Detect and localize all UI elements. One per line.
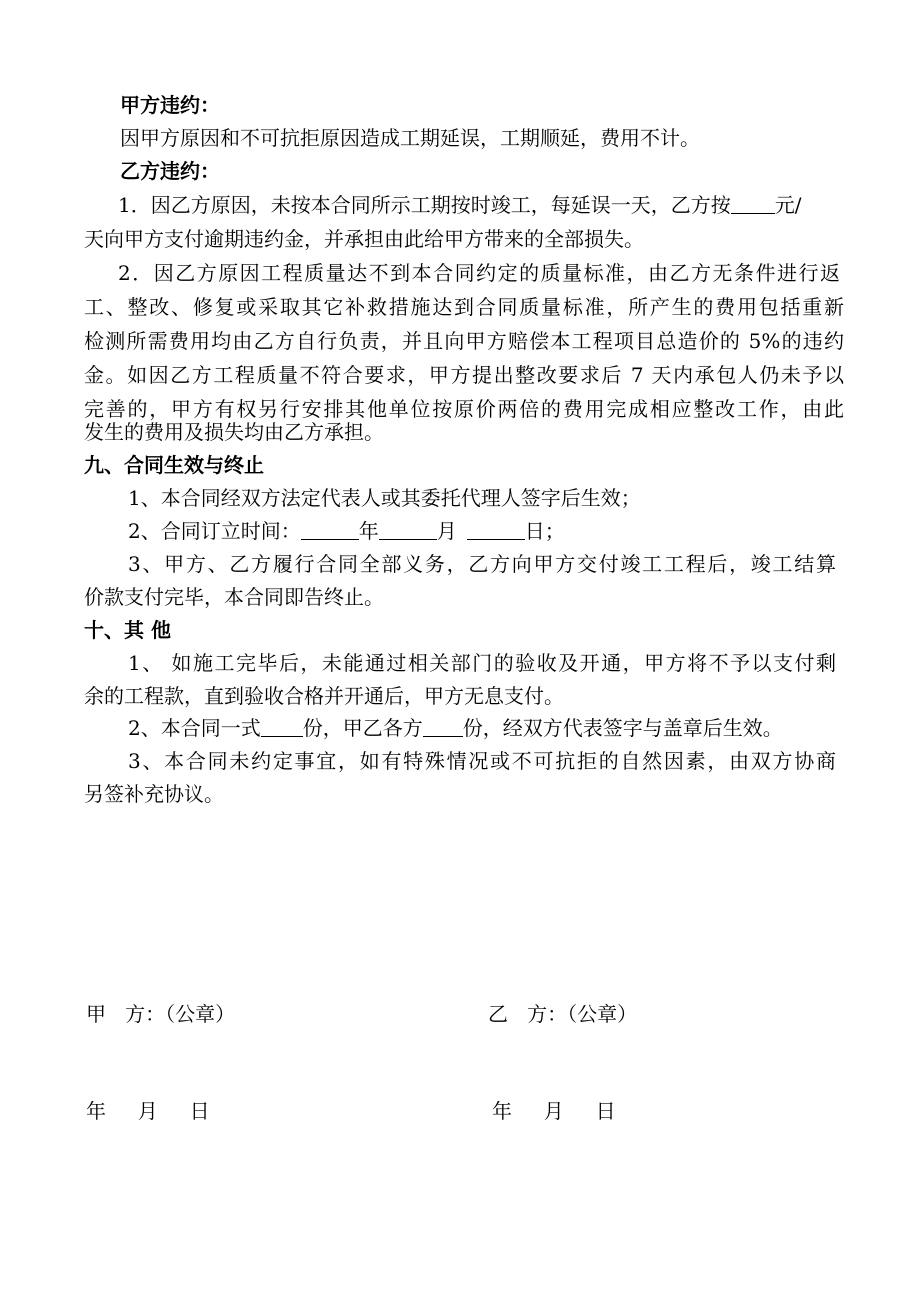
b1-line2: 天向甲方支付逾期违约金，并承担由此给甲方带来的全部损失。	[84, 227, 644, 251]
penalty-amount-blank	[731, 189, 775, 214]
b2-line: 金。如因乙方工程质量不符合要求，甲方提出整改要求后 7 天内承包人仍未予以	[84, 363, 844, 387]
party-a-seal-label: 甲 方：（公章）	[86, 1002, 236, 1026]
s9-item2-pre: 2、合同订立时间：	[128, 519, 301, 543]
year-label: 年	[358, 519, 379, 543]
party-b-seal-label: 乙 方：（公章）	[488, 1002, 638, 1026]
party-b-date: 年 月 日	[492, 1099, 616, 1123]
copies-each-blank	[423, 712, 463, 737]
copies-total-blank	[261, 712, 303, 737]
party-a-breach-heading: 甲方违约：	[120, 93, 220, 117]
s9-item2	[128, 514, 840, 548]
year-blank	[301, 515, 359, 540]
month-blank	[379, 515, 437, 540]
section-9-heading: 九、合同生效与终止	[84, 453, 264, 477]
s9-item1: 1、本合同经双方法定代表人或其委托代理人签字后生效；	[128, 486, 641, 510]
s10-item2-post: 份，经双方代表签字与盖章后生效。	[462, 716, 783, 740]
b2-line: 工、整改、修复或采取其它补救措施达到合同质量标准，所产生的费用包括重新	[84, 295, 844, 319]
b1-line1-post: 元/	[774, 193, 802, 217]
b2-line: 检测所需费用均由乙方自行负责，并且向甲方赔偿本工程项目总造价的 5%的违约	[84, 329, 844, 353]
b2-line: 2．因乙方原因工程质量达不到本合同约定的质量标准，由乙方无条件进行返	[118, 261, 840, 285]
day-blank	[467, 515, 525, 540]
s9-item3-line2: 价款支付完毕，本合同即告终止。	[84, 585, 384, 609]
s10-item1-line1: 1、 如施工完毕后，未能通过相关部门的验收及开通，甲方将不予以支付剩	[128, 651, 836, 675]
party-a-date: 年 月 日	[86, 1099, 210, 1123]
s10-item2-pre: 2、本合同一式	[128, 716, 261, 740]
b1-line1-pre: 1．因乙方原因，未按本合同所示工期按时竣工，每延误一天，乙方按	[118, 193, 731, 217]
party-a-breach-text: 因甲方原因和不可抗拒原因造成工期延误，工期顺延，费用不计。	[120, 126, 700, 150]
s10-item3-line2: 另签补充协议。	[84, 782, 224, 806]
section-10-heading: 十、其 他	[84, 618, 171, 642]
b2-line: 完善的，甲方有权另行安排其他单位按原价两倍的费用完成相应整改工作，由此	[84, 397, 844, 421]
s10-item3-line1: 3、本合同未约定事宜，如有特殊情况或不可抗拒的自然因素，由双方协商	[128, 749, 836, 773]
s9-item3-line1: 3、甲方、乙方履行合同全部义务，乙方向甲方交付竣工工程后，竣工结算	[128, 552, 836, 576]
s10-item2	[128, 711, 840, 745]
b2-line: 发生的费用及损失均由乙方承担。	[84, 420, 384, 444]
party-b-breach-heading: 乙方违约：	[120, 159, 220, 183]
day-label: 日；	[524, 519, 565, 543]
month-label: 月	[436, 519, 457, 543]
b1-line1	[118, 188, 840, 222]
s10-item1-line2: 余的工程款，直到验收合格并开通后，甲方无息支付。	[84, 684, 564, 708]
s10-item2-mid: 份，甲乙各方	[302, 716, 423, 740]
